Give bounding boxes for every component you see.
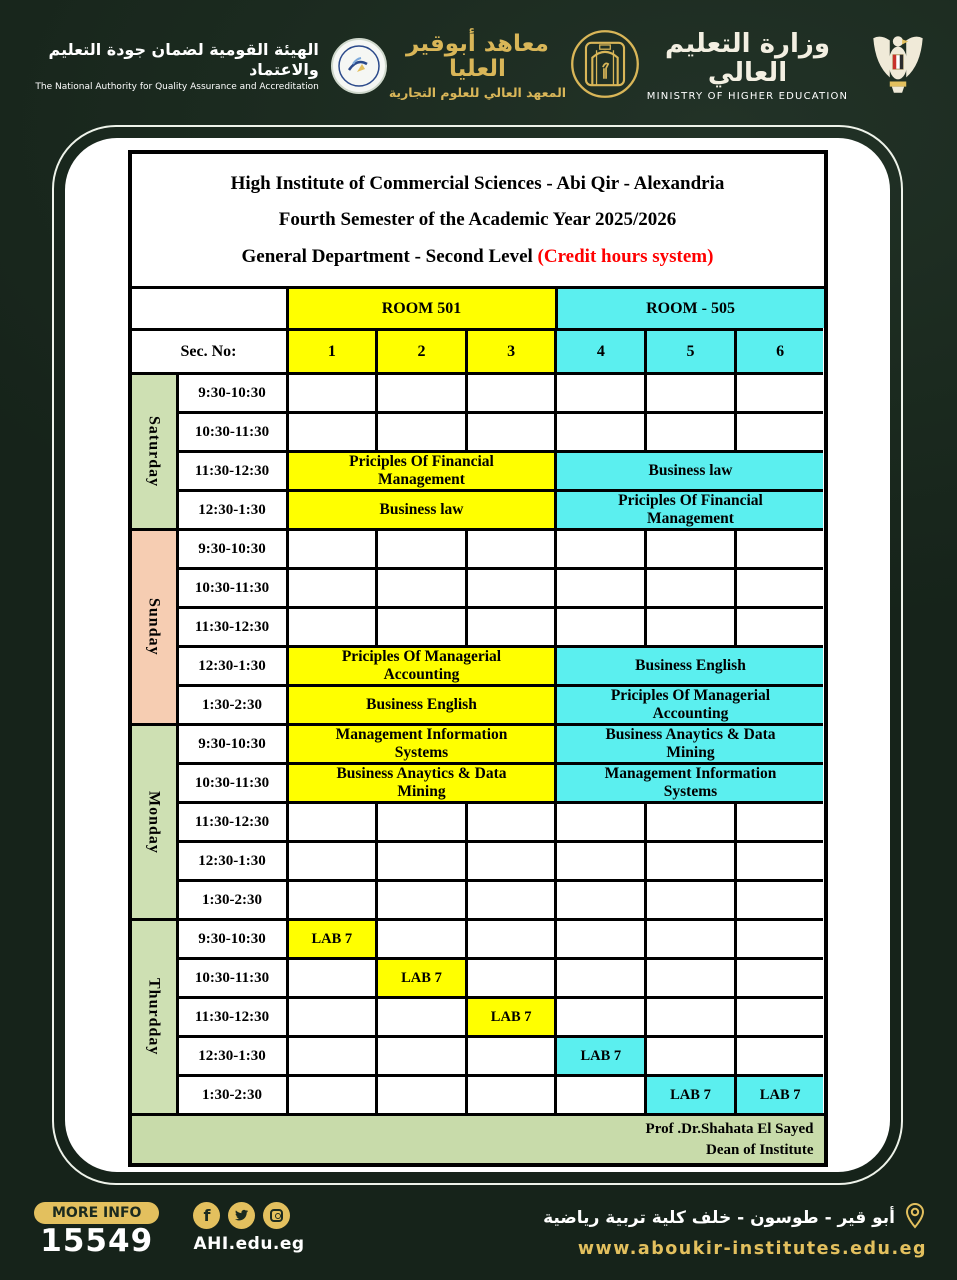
time-cell: 12:30-1:30 bbox=[176, 840, 286, 879]
schedule-cell bbox=[375, 840, 465, 879]
schedule-cell bbox=[554, 918, 644, 957]
course-cell: Priciples Of Financial Management bbox=[554, 489, 823, 528]
institute-emblem-icon bbox=[568, 27, 642, 106]
time-cell: 11:30-12:30 bbox=[176, 996, 286, 1035]
schedule-cell bbox=[554, 372, 644, 411]
time-cell: 9:30-10:30 bbox=[176, 528, 286, 567]
day-label-saturday: Saturday bbox=[132, 372, 176, 528]
website-full-link[interactable]: www.aboukir-institutes.edu.eg bbox=[577, 1238, 927, 1259]
title-line-1: High Institute of Commercial Sciences - Abi Qir - Alexandria bbox=[230, 172, 725, 194]
day-block-thursday bbox=[132, 918, 824, 1113]
schedule-cell bbox=[375, 606, 465, 645]
schedule-cell bbox=[554, 606, 644, 645]
section-3: 3 bbox=[465, 328, 555, 372]
schedule-cell bbox=[734, 840, 824, 879]
time-cell: 11:30-12:30 bbox=[176, 450, 286, 489]
schedule-cell bbox=[734, 372, 824, 411]
signature-band bbox=[132, 1113, 824, 1163]
time-cell: 11:30-12:30 bbox=[176, 801, 286, 840]
time-cell: 11:30-12:30 bbox=[176, 606, 286, 645]
schedule-cell bbox=[375, 996, 465, 1035]
time-cell: 10:30-11:30 bbox=[176, 567, 286, 606]
schedule-cell bbox=[644, 996, 734, 1035]
course-cell: Priciples Of Managerial Accounting bbox=[286, 645, 555, 684]
schedule-cell bbox=[286, 996, 376, 1035]
schedule-cell bbox=[734, 528, 824, 567]
time-cell: 12:30-1:30 bbox=[176, 645, 286, 684]
time-cell: 1:30-2:30 bbox=[176, 879, 286, 918]
schedule-cell bbox=[286, 372, 376, 411]
schedule-cell bbox=[286, 606, 376, 645]
course-cell: Priciples Of Managerial Accounting bbox=[554, 684, 823, 723]
section-6: 6 bbox=[734, 328, 824, 372]
course-cell: Management Information Systems bbox=[554, 762, 823, 801]
instagram-icon[interactable] bbox=[263, 1202, 290, 1229]
time-cell: 9:30-10:30 bbox=[176, 918, 286, 957]
section-2: 2 bbox=[375, 328, 465, 372]
day-block-monday bbox=[132, 723, 824, 918]
time-cell: 9:30-10:30 bbox=[176, 723, 286, 762]
schedule-cell bbox=[286, 1074, 376, 1113]
ministry-title-arabic: وزارة التعليم العالي bbox=[665, 28, 831, 88]
egypt-eagle-icon bbox=[865, 28, 931, 105]
schedule-cell bbox=[375, 567, 465, 606]
title-line-2: Fourth Semester of the Academic Year 2025/2026 bbox=[278, 209, 677, 230]
schedule-table bbox=[128, 150, 828, 1167]
schedule-cell bbox=[554, 996, 644, 1035]
ministry-logo-group bbox=[642, 28, 931, 105]
schedule-cell bbox=[644, 528, 734, 567]
course-cell: Priciples Of Financial Management bbox=[286, 450, 555, 489]
schedule-cell bbox=[465, 567, 555, 606]
schedule-cell bbox=[734, 1035, 824, 1074]
time-cell: 10:30-11:30 bbox=[176, 762, 286, 801]
room-501-header: ROOM 501 bbox=[286, 286, 555, 328]
schedule-cell bbox=[286, 957, 376, 996]
time-cell: 10:30-11:30 bbox=[176, 957, 286, 996]
naqaae-title-arabic: الهيئة القومية لضمان جودة التعليم والاعتماد bbox=[48, 39, 319, 79]
institute-name-arabic: معاهد أبوقير العليا bbox=[406, 30, 549, 82]
schedule-cell bbox=[734, 879, 824, 918]
schedule-cell bbox=[375, 879, 465, 918]
room-header-row bbox=[132, 286, 824, 328]
top-header-bar bbox=[0, 0, 957, 132]
schedule-cell bbox=[554, 528, 644, 567]
address-arabic: أبو قير - طوسون - خلف كلية تربية رياضية bbox=[543, 1207, 895, 1228]
schedule-cell bbox=[286, 1035, 376, 1074]
section-label: Sec. No: bbox=[132, 328, 286, 372]
schedule-cell bbox=[734, 567, 824, 606]
schedule-cell bbox=[554, 567, 644, 606]
section-1: 1 bbox=[286, 328, 376, 372]
day-label-sunday: Sunday bbox=[132, 528, 176, 723]
more-info-badge: MORE INFO bbox=[34, 1202, 159, 1224]
institute-subname-arabic: المعهد العالي للعلوم التجارية bbox=[388, 85, 567, 101]
section-4: 4 bbox=[554, 328, 644, 372]
dean-title: Dean of Institute bbox=[706, 1141, 814, 1158]
institute-name-block bbox=[387, 32, 568, 101]
day-block-saturday bbox=[132, 372, 824, 528]
day-block-sunday bbox=[132, 528, 824, 723]
schedule-cell bbox=[644, 801, 734, 840]
location-pin-icon bbox=[903, 1202, 927, 1234]
schedule-cell bbox=[734, 918, 824, 957]
schedule-cell bbox=[734, 957, 824, 996]
schedule-cell bbox=[465, 918, 555, 957]
schedule-cell bbox=[286, 801, 376, 840]
course-cell: Business law bbox=[554, 450, 823, 489]
schedule-cell bbox=[375, 372, 465, 411]
course-cell: Business Anaytics & Data Mining bbox=[554, 723, 823, 762]
schedule-cell bbox=[644, 411, 734, 450]
lab-cell: LAB 7 bbox=[554, 1035, 644, 1074]
hotline-number: 15549 bbox=[40, 1222, 154, 1259]
naqaae-logo-icon bbox=[331, 38, 387, 94]
time-cell: 1:30-2:30 bbox=[176, 1074, 286, 1113]
schedule-cell bbox=[554, 411, 644, 450]
title-line-3-department: General Department - Second Level bbox=[241, 245, 538, 267]
schedule-cell bbox=[465, 1035, 555, 1074]
lab-cell: LAB 7 bbox=[286, 918, 376, 957]
lab-cell: LAB 7 bbox=[644, 1074, 734, 1113]
schedule-cell bbox=[465, 411, 555, 450]
time-cell: 1:30-2:30 bbox=[176, 684, 286, 723]
lab-cell: LAB 7 bbox=[375, 957, 465, 996]
schedule-cell bbox=[286, 879, 376, 918]
course-cell: Business Anaytics & Data Mining bbox=[286, 762, 555, 801]
course-cell: Management Information Systems bbox=[286, 723, 555, 762]
twitter-icon[interactable] bbox=[228, 1202, 255, 1229]
schedule-cell bbox=[554, 840, 644, 879]
course-cell: Business law bbox=[286, 489, 555, 528]
time-cell: 12:30-1:30 bbox=[176, 489, 286, 528]
schedule-cell bbox=[375, 918, 465, 957]
section-5: 5 bbox=[644, 328, 734, 372]
time-cell: 9:30-10:30 bbox=[176, 372, 286, 411]
schedule-cell bbox=[644, 918, 734, 957]
ministry-title-english: MINISTRY OF HIGHER EDUCATION bbox=[646, 91, 849, 103]
schedule-cell bbox=[286, 840, 376, 879]
document-title-block bbox=[132, 154, 824, 286]
schedule-cell bbox=[465, 957, 555, 996]
schedule-cell bbox=[286, 528, 376, 567]
dean-name: Prof .Dr.Shahata El Sayed bbox=[645, 1120, 814, 1137]
schedule-cell bbox=[734, 996, 824, 1035]
lab-cell: LAB 7 bbox=[465, 996, 555, 1035]
facebook-icon[interactable] bbox=[193, 1202, 220, 1229]
facebook-glyph: f bbox=[203, 1205, 211, 1225]
schedule-cell bbox=[375, 801, 465, 840]
room-505-header: ROOM - 505 bbox=[555, 286, 824, 328]
naqaae-logo-group bbox=[26, 38, 387, 94]
naqaae-title-english: The National Authority for Quality Assurance and Accreditation bbox=[35, 81, 319, 92]
schedule-cell bbox=[644, 372, 734, 411]
schedule-cell bbox=[644, 567, 734, 606]
website-short-link[interactable]: AHI.edu.eg bbox=[193, 1233, 305, 1254]
course-cell: Business English bbox=[286, 684, 555, 723]
schedule-cell bbox=[286, 567, 376, 606]
schedule-cell bbox=[644, 1035, 734, 1074]
schedule-cell bbox=[644, 606, 734, 645]
schedule-cell bbox=[375, 1035, 465, 1074]
schedule-cell bbox=[375, 528, 465, 567]
schedule-cell bbox=[644, 957, 734, 996]
day-label-thursday: Thurdday bbox=[132, 918, 176, 1113]
schedule-cell bbox=[375, 1074, 465, 1113]
schedule-cell bbox=[734, 606, 824, 645]
schedule-cell bbox=[554, 957, 644, 996]
title-line-3-credit-note: (Credit hours system) bbox=[537, 245, 714, 267]
schedule-cell bbox=[286, 411, 376, 450]
schedule-cell bbox=[554, 1074, 644, 1113]
schedule-cell bbox=[734, 801, 824, 840]
schedule-cell bbox=[644, 879, 734, 918]
schedule-cell bbox=[644, 840, 734, 879]
schedule-cell bbox=[465, 372, 555, 411]
schedule-cell bbox=[465, 801, 555, 840]
schedule-cell bbox=[465, 879, 555, 918]
schedule-page bbox=[65, 138, 890, 1172]
day-label-monday: Monday bbox=[132, 723, 176, 918]
course-cell: Business English bbox=[554, 645, 823, 684]
schedule-cell bbox=[734, 411, 824, 450]
footer-bar bbox=[0, 1188, 957, 1280]
time-cell: 10:30-11:30 bbox=[176, 411, 286, 450]
section-number-row bbox=[132, 328, 824, 372]
schedule-cell bbox=[554, 801, 644, 840]
schedule-cell bbox=[375, 411, 465, 450]
schedule-cell bbox=[465, 1074, 555, 1113]
title-line-3 bbox=[140, 246, 816, 268]
schedule-cell bbox=[465, 528, 555, 567]
schedule-cell bbox=[465, 840, 555, 879]
room-header-empty-cell bbox=[132, 286, 286, 328]
lab-cell: LAB 7 bbox=[734, 1074, 824, 1113]
schedule-cell bbox=[554, 879, 644, 918]
schedule-cell bbox=[465, 606, 555, 645]
time-cell: 12:30-1:30 bbox=[176, 1035, 286, 1074]
